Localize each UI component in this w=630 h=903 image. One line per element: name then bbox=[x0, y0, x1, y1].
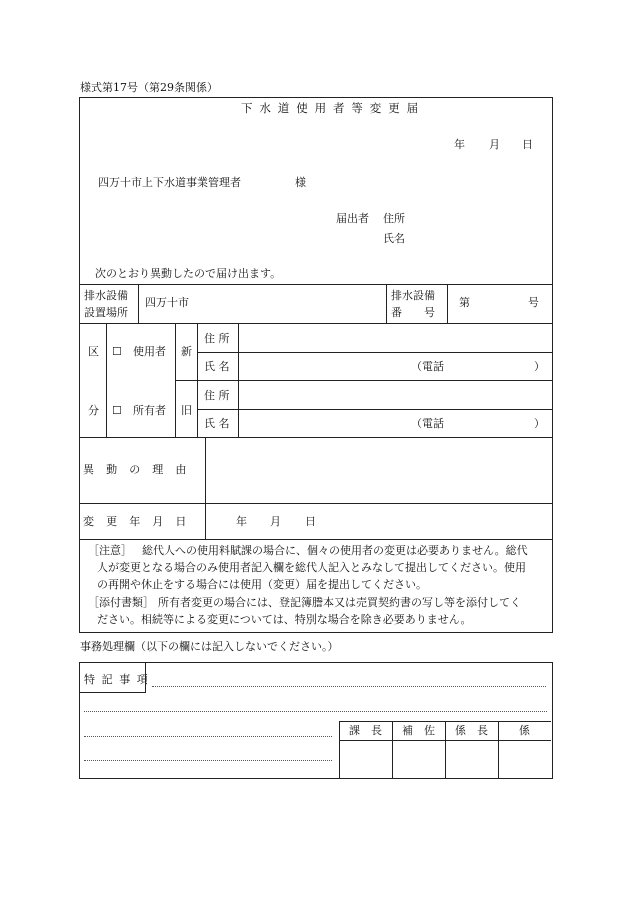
reason-label: 異動の理由 bbox=[83, 463, 199, 476]
stamp-staff: 係 bbox=[519, 724, 530, 737]
new-phone-label: （電話 bbox=[411, 360, 444, 373]
facility-location-label: 排水設備 bbox=[84, 289, 128, 302]
special-label: 特記事項 bbox=[84, 673, 155, 686]
applicant-name-label: 氏名 bbox=[383, 232, 405, 245]
applicant-label: 届出者 bbox=[336, 212, 369, 225]
category-label-top: 区 bbox=[88, 345, 99, 358]
new-address-label: 住 所 bbox=[204, 332, 230, 345]
form-title: 下水道使用者等変更届 bbox=[241, 101, 425, 115]
facility-location-label-2: 設置場所 bbox=[84, 306, 128, 319]
old-phone-label: （電話 bbox=[411, 417, 444, 430]
stamp-section-chief: 課 長 bbox=[349, 724, 382, 737]
new-name-label: 氏 名 bbox=[204, 360, 230, 373]
applicant-address-label: 住所 bbox=[383, 212, 405, 225]
attach-line-1: 所有者変更の場合には、登記簿謄本又は売買契約書の写し等を添付してく bbox=[158, 596, 521, 609]
facility-number-prefix: 第 bbox=[459, 296, 470, 309]
change-day: 日 bbox=[305, 515, 316, 528]
facility-number-suffix: 号 bbox=[528, 296, 539, 309]
submission-year: 年 bbox=[454, 138, 465, 151]
facility-number-label-2: 番 号 bbox=[391, 306, 435, 319]
old-label: 旧 bbox=[181, 404, 192, 417]
note-line-3: の再開や休止をする場合には使用（変更）届を提出してください。 bbox=[97, 578, 427, 591]
old-address-label: 住 所 bbox=[204, 389, 230, 402]
owner-label: 所有者 bbox=[133, 404, 166, 417]
change-month: 月 bbox=[270, 515, 281, 528]
stamp-subsection-chief: 係 長 bbox=[455, 724, 488, 737]
facility-number-label: 排水設備 bbox=[391, 289, 435, 302]
old-phone-close: ） bbox=[534, 417, 545, 430]
intro-text: 次のとおり異動したので届け出ます。 bbox=[95, 267, 282, 280]
submission-month: 月 bbox=[489, 138, 500, 151]
note-tag: ［注意］ bbox=[88, 544, 132, 557]
user-label: 使用者 bbox=[133, 345, 166, 358]
new-label: 新 bbox=[181, 345, 192, 358]
change-year: 年 bbox=[236, 515, 247, 528]
attach-line-2: ださい。相続等による変更については、特別な場合を除き必要ありません。 bbox=[97, 613, 472, 626]
addressee-name: 四万十市上下水道事業管理者 bbox=[98, 176, 241, 189]
change-date-label: 変更年月日 bbox=[83, 515, 199, 528]
note-line-1: 総代人への使用料賦課の場合に、個々の使用者の変更は必要ありません。総代 bbox=[142, 544, 528, 557]
office-heading: 事務処理欄（以下の欄には記入しないでください。） bbox=[80, 640, 339, 653]
note-line-2: 人が変更となる場合のみ使用者記入欄を総代人記入とみなして提出してください。使用 bbox=[97, 561, 526, 574]
form-number: 様式第17号（第29条関係） bbox=[80, 81, 218, 94]
stamp-assistant: 補 佐 bbox=[402, 724, 435, 737]
attach-tag: ［添付書類］ bbox=[88, 596, 154, 609]
old-name-label: 氏 名 bbox=[204, 417, 230, 430]
submission-day: 日 bbox=[522, 138, 533, 151]
owner-checkbox[interactable]: ☐ bbox=[112, 404, 122, 417]
category-label-bottom: 分 bbox=[88, 404, 99, 417]
facility-location-value: 四万十市 bbox=[145, 296, 189, 309]
new-phone-close: ） bbox=[534, 360, 545, 373]
user-checkbox[interactable]: ☐ bbox=[112, 345, 122, 358]
addressee-honorific: 様 bbox=[295, 176, 306, 189]
